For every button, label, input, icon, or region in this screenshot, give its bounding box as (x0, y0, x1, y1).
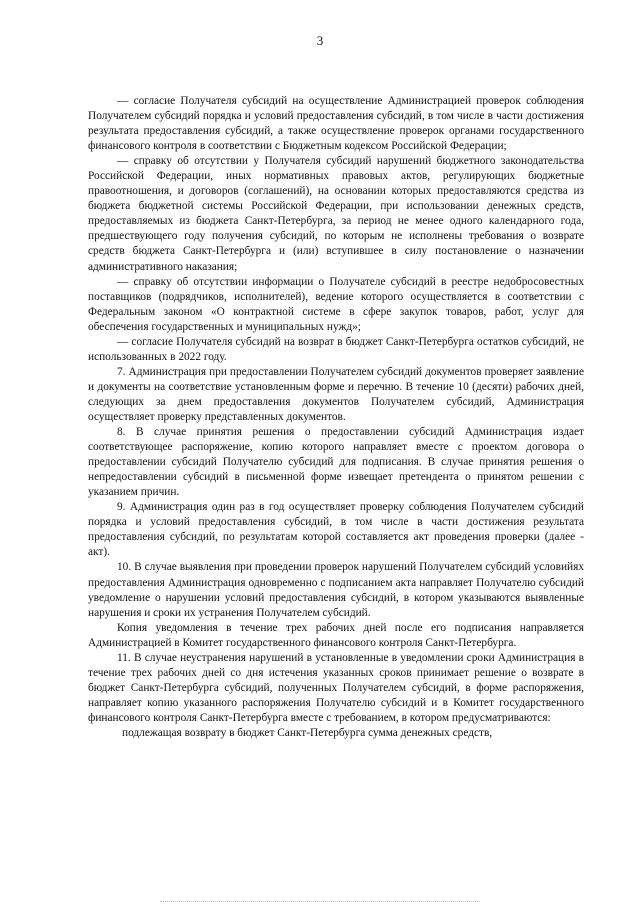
paragraph-budget-violations-certificate: — справку об отсутствии у Получателя субсидий нарушений бюджетного законодательства Российской Федерации, иных нормативных правовых актов, регулирующих бюджетные правоотношения, и договоров (соглашений), на основании которых предоставляются средства из бюджета бюджетной системы Российской Федерации, при использовании денежных средств, предоставляемых из бюджета Санкт-Петербурга, за период не менее одного календарного года, предшествующего году получения субсидий, по которым не исполнены требования о возврате средств бюджета Санкт-Петербурга и (или) вступившее в силу постановление о назначении административного наказания; (88, 155, 584, 273)
paragraph-item-8: 8. В случае принятия решения о предоставлении субсидий Администрация издает соответствующее распоряжение, копию которого направляет вместе с проектом договора о предоставлении субсидий Получателю субсидий для подписания. В случае принятия решения о непредоставлении субсидий в письменной форме извещает претендента о принятом решении с указанием причин. (88, 426, 584, 499)
paragraph-item-10: 10. В случае выявления при проведении проверок нарушений Получателем субсидий условийях предоставления Администрация одновременно с подписанием акта направляет Получателю субсидий уведомление о нарушении условий предоставления субсидий, в котором указываются выявленные нарушения и сроки их устранения Получателем субсидий. (88, 561, 584, 619)
document-body (88, 94, 584, 741)
page-number: 3 (316, 33, 324, 48)
paragraph-notice-copy: Копия уведомления в течение трех рабочих дней после его подписания направляется Администрацией в Комитет государственного финансового контроля Санкт-Петербурга. (88, 621, 584, 649)
paragraph-consent-return: — согласие Получателя субсидий на возврат в бюджет Санкт-Петербурга остатков субсидий, не использованных в 2022 году. (88, 335, 584, 363)
paragraph-item-7: 7. Администрация при предоставлении Получателем субсидий документов проверяет заявление и документы на соответствие установленным форме и перечню. В течение 10 (десяти) рабочих дней, следующих за днем предоставления документов Получателем субсидий, Администрация осуществляет проверку представленных документов. (88, 365, 584, 423)
paragraph-consent-inspection: — согласие Получателя субсидий на осуществление Администрацией проверок соблюдения Получателем субсидий порядка и условий предоставления субсидий, в том числе в части достижения результата предоставления субсидий, а также осуществление проверок органами государственного финансового контроля в соответствии с Бюджетным кодексом Российской Федерации; (88, 95, 584, 153)
scan-edge-artifact (160, 900, 480, 902)
paragraph-item-9: 9. Администрация один раз в год осуществляет проверку соблюдения Получателем субсидий порядка и условий предоставления субсидий, в том числе в части достижения результата предоставления субсидий, по результатам которой составляется акт проведения проверки (далее - акт). (88, 501, 584, 559)
paragraph-unfair-suppliers-certificate: — справку об отсутствии информации о Получателе субсидий в реестре недобросовестных поставщиков (подрядчиков, исполнителей), ведение которого осуществляется в соответствии с Федеральным законом «О контрактной системе в сфере закупок товаров, работ, услуг для обеспечения государственных и муниципальных нужд»; (88, 275, 584, 333)
paragraph-item-11: 11. В случае неустранения нарушений в установленные в уведомлении сроки Администрация в течение трех рабочих дней со дня истечения указанных сроков принимает решение о возврате в бюджет Санкт-Петербурга субсидий, полученных Получателем субсидий, в форме распоряжения, направляет копию указанного распоряжения Получателю субсидий и в Комитет государственного финансового контроля Санкт-Петербурга вместе с требованием, в котором предусматриваются: (88, 651, 584, 724)
paragraph-return-amount: подлежащая возврату в бюджет Санкт-Петербурга сумма денежных средств, (122, 726, 493, 739)
